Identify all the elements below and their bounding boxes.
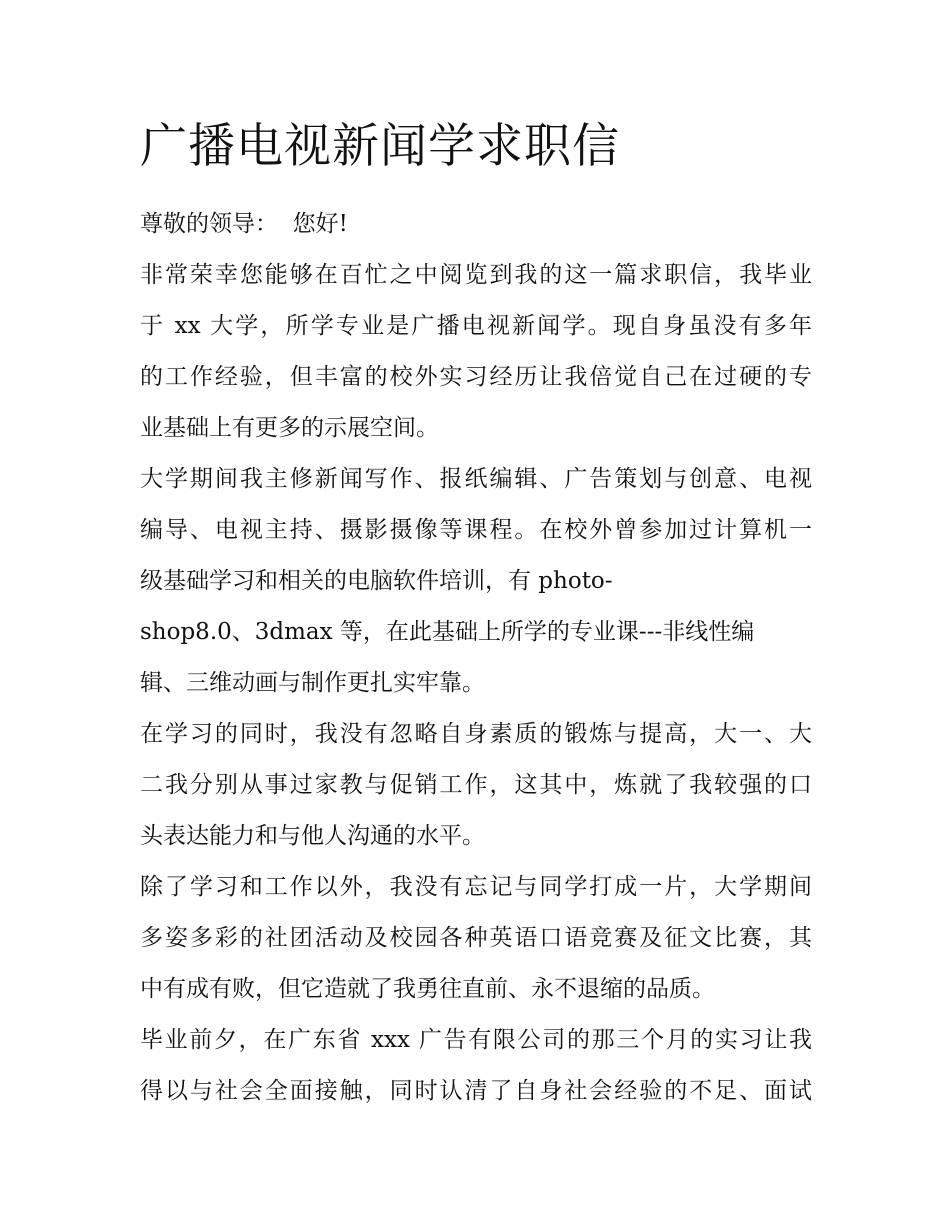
paragraph-line: 编导、电视主持、摄影摄像等课程。在校外曾参加过计算机一	[140, 517, 812, 543]
paragraph-1	[140, 250, 812, 454]
paragraph-line: 级基础学习和相关的电脑软件培训，有 photo-	[140, 568, 613, 594]
paragraph-line: 毕业前夕，在广东省 xxx 广告有限公司的那三个月的实习让我	[140, 1027, 812, 1053]
paragraph-line: 大学期间我主修新闻写作、报纸编辑、广告策划与创意、电视	[140, 466, 812, 492]
paragraph-line: 于 xx 大学，所学专业是广播电视新闻学。现自身虽没有多年	[140, 313, 812, 339]
paragraph-3	[140, 709, 812, 862]
paragraph-2	[140, 454, 812, 709]
paragraph-line: 辑、三维动画与制作更扎实牢靠。	[140, 670, 485, 696]
paragraph-line: 除了学习和工作以外，我没有忘记与同学打成一片，大学期间	[140, 874, 812, 900]
document-body	[140, 112, 812, 1117]
greeting-line: 尊敬的领导： 您好!	[140, 211, 348, 237]
paragraph-line: 二我分别从事过家教与促销工作，这其中，炼就了我较强的口	[140, 772, 812, 798]
paragraph-5	[140, 1015, 812, 1117]
paragraph-line: 得以与社会全面接触，同时认清了自身社会经验的不足、面试	[140, 1078, 812, 1104]
paragraph-4	[140, 862, 812, 1015]
paragraph-line: 业基础上有更多的示展空间。	[140, 415, 439, 441]
paragraph-line: 多姿多彩的社团活动及校园各种英语口语竞赛及征文比赛，其	[140, 925, 812, 951]
paragraph-line: shop8.0、3dmax 等，在此基础上所学的专业课---非线性编	[140, 619, 755, 645]
paragraph-line: 在学习的同时，我没有忽略自身素质的锻炼与提高，大一、大	[140, 721, 812, 747]
paragraph-line: 头表达能力和与他人沟通的水平。	[140, 823, 485, 849]
paragraph-line: 的工作经验，但丰富的校外实习经历让我倍觉自己在过硬的专	[140, 364, 812, 390]
document-title: 广播电视新闻学求职信	[140, 119, 620, 174]
paragraph-line: 非常荣幸您能够在百忙之中阅览到我的这一篇求职信，我毕业	[140, 262, 812, 288]
paragraph-line: 中有成有败，但它造就了我勇往直前、永不退缩的品质。	[140, 976, 715, 1002]
